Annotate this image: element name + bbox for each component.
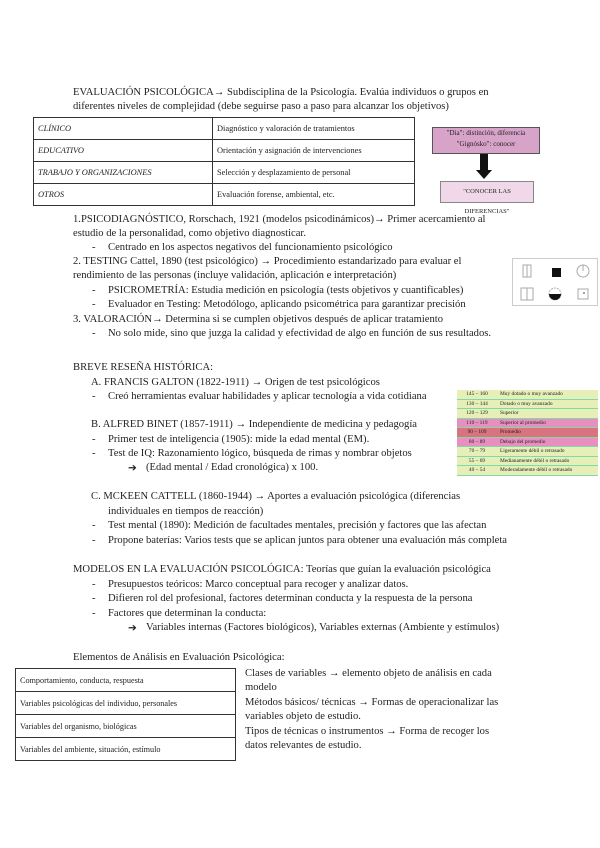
area-name: CLÍNICO <box>34 118 213 140</box>
iq-label: Superior <box>497 409 598 419</box>
iq-label: Medianamente débil o retrasado <box>497 456 598 466</box>
bullet: - <box>92 391 96 402</box>
text-line: Evaluador en Testing: Metodólogo, aplicando psicométrica para garantizar precisión <box>108 299 466 310</box>
text-line: No solo mide, sino que juzga la calidad y efectividad de algo en función de sus resultados. <box>108 328 492 339</box>
area-name: TRABAJO Y ORGANIZACIONES <box>34 162 213 184</box>
iq-label: Muy dotado o muy avanzado <box>497 390 598 399</box>
square-icon <box>541 259 569 282</box>
iq-row <box>457 390 598 399</box>
text-line: rendimiento de las personas (incluye validación, aplicación e interpretación) <box>73 270 397 281</box>
text-line: variables objeto de estudio. <box>245 711 361 722</box>
bullet: - <box>92 299 96 310</box>
clock-icon <box>569 259 597 282</box>
bullet: - <box>92 579 96 590</box>
text-line: Factores que determinan la conducta: <box>108 608 267 619</box>
iq-row <box>457 456 598 466</box>
table-row <box>34 140 415 162</box>
arrowhead-icon <box>476 170 492 179</box>
table-row <box>16 669 236 692</box>
dot-square-icon <box>569 282 597 305</box>
text-line: Clases de variables → elemento objeto de análisis en cada <box>245 668 492 679</box>
table-row <box>16 738 236 761</box>
text-line: Creó herramientas evaluar habilidades y aplicar tecnología a vida cotidiana <box>108 391 427 402</box>
text-line: Difieren rol del profesional, factores determinan conducta y la respuesta de la persona <box>108 593 473 604</box>
text-line: Test mental (1890): Medición de facultades mentales, precisión y factores que las afectan <box>108 520 487 531</box>
text-line: datos relevantes de estudio. <box>245 740 362 751</box>
split-circle-icon <box>513 259 541 282</box>
text-line: Test de IQ: Razonamiento lógico, búsqueda de rimas y nombrar objetos <box>108 448 412 459</box>
iq-range: 55 – 69 <box>457 456 497 466</box>
text-line: PSICROMETRÍA: Estudia medición en psicología (tests objetivos y cuantificables) <box>108 285 464 296</box>
iq-row <box>457 418 598 428</box>
bullet: - <box>92 608 96 619</box>
iq-range: 70 – 79 <box>457 447 497 457</box>
arrow-icon: ➔ <box>128 463 137 474</box>
area-name: OTROS <box>34 184 213 206</box>
iq-range: 145 – 160 <box>457 390 497 399</box>
area-desc: Diagnóstico y valoración de tratamientos <box>213 118 415 140</box>
iq-row <box>457 437 598 447</box>
bullet: - <box>92 285 96 296</box>
etymology-box <box>432 127 540 154</box>
text-line: Tipos de técnicas o instrumentos → Forma de recoger los <box>245 726 490 737</box>
table-row <box>34 162 415 184</box>
table-row <box>34 118 415 140</box>
text-line: Métodos básicos/ técnicas → Formas de operacionalizar las <box>245 697 499 708</box>
down-arrow-icon <box>480 154 488 171</box>
iq-row <box>457 447 598 457</box>
iq-range: 40 – 54 <box>457 466 497 476</box>
text-line: B. ALFRED BINET (1857-1911) → Independiente de medicina y pedagogía <box>91 419 417 430</box>
etymology-line: "Gignósko": conocer <box>456 140 516 148</box>
text-line: estudio de la personalidad, como objetivo diagnosticar. <box>73 228 307 239</box>
bullet: - <box>92 448 96 459</box>
iq-range: 130 – 144 <box>457 399 497 409</box>
table-cell: Variables del ambiente, situación, estímulo <box>16 738 236 761</box>
elements-table <box>15 668 236 761</box>
bullet: - <box>92 328 96 339</box>
iq-row <box>457 466 598 476</box>
section-title: MODELOS EN LA EVALUACIÓN PSICOLÓGICA: Teorías que guían la evaluación psicológica <box>73 564 491 575</box>
text-line: (Edad mental / Edad cronológica) x 100. <box>146 462 319 473</box>
intro-line: diferentes niveles de complejidad (debe seguirse paso a paso para alcanzar los objetivos) <box>73 101 449 112</box>
table-cell: Comportamiento, conducta, respuesta <box>16 669 236 692</box>
text-line: 3. VALORACIÓN→ Determina si se cumplen objetivos después de aplicar tratamiento <box>73 314 444 325</box>
text-line: Primer test de inteligencia (1905): mide la edad mental (EM). <box>108 434 370 445</box>
iq-label: Promedio <box>497 428 598 438</box>
arrow-icon: ➔ <box>128 623 137 634</box>
area-name: EDUCATIVO <box>34 140 213 162</box>
iq-range: 80 – 89 <box>457 437 497 447</box>
bullet: - <box>92 520 96 531</box>
area-desc: Orientación y asignación de intervenciones <box>213 140 415 162</box>
text-line: 1.PSICODIAGNÓSTICO, Rorschach, 1921 (modelos psicodinámicos)→ Primer acercamiento al <box>73 214 486 225</box>
table-row <box>34 184 415 206</box>
area-desc: Evaluación forense, ambiental, etc. <box>213 184 415 206</box>
section-title: Elementos de Análisis en Evaluación Psicológica: <box>73 652 285 663</box>
text-line: 2. TESTING Cattel, 1890 (test psicológico) → Procedimiento estandarizado para evaluar el <box>73 256 462 267</box>
iq-table <box>457 390 598 476</box>
text-line: Propone baterías: Varios tests que se aplican juntos para obtener una evaluación más completa <box>108 535 508 546</box>
text-line: Variables internas (Factores biológicos), Variables externas (Ambiente y estímulos) <box>146 622 500 633</box>
bullet: - <box>92 434 96 445</box>
iq-range: 110 – 119 <box>457 418 497 428</box>
iq-label: Moderadamente débil o retrasado <box>497 466 598 476</box>
figure-grid <box>512 258 598 306</box>
areas-table <box>33 117 415 206</box>
area-desc: Selección y desplazamiento de personal <box>213 162 415 184</box>
text-line: Centrado en los aspectos negativos del funcionamiento psicológico <box>108 242 393 253</box>
table-row <box>16 692 236 715</box>
iq-label: Debajo del promedio <box>497 437 598 447</box>
bullet: - <box>92 593 96 604</box>
section-title: BREVE RESEÑA HISTÓRICA: <box>73 362 214 373</box>
iq-label: Ligeramente débil o retrasado <box>497 447 598 457</box>
iq-range: 90 – 109 <box>457 428 497 438</box>
iq-range: 120 – 129 <box>457 409 497 419</box>
columns-icon <box>513 282 541 305</box>
text-line: C. MCKEEN CATTELL (1860-1944) → Aportes a evaluación psicológica (diferencias <box>91 491 461 502</box>
pie-icon <box>541 282 569 305</box>
text-line: Presupuestos teóricos: Marco conceptual para recoger y analizar datos. <box>108 579 409 590</box>
iq-label: Superior al promedio <box>497 418 598 428</box>
result-box: "CONOCER LAS DIFERENCIAS" <box>440 181 534 203</box>
text-line: individuales en tiempos de reacción) <box>108 506 264 517</box>
intro-line: EVALUACIÓN PSICOLÓGICA→ Subdisciplina de la Psicología. Evalúa individuos o grupos en <box>73 87 489 98</box>
table-row <box>16 715 236 738</box>
text-line: modelo <box>245 682 277 693</box>
bullet: - <box>92 535 96 546</box>
iq-label: Dotado o muy avanzado <box>497 399 598 409</box>
iq-row <box>457 428 598 438</box>
text-line: A. FRANCIS GALTON (1822-1911) → Origen de test psicológicos <box>91 377 380 388</box>
table-cell: Variables del organismo, biológicas <box>16 715 236 738</box>
iq-row <box>457 399 598 409</box>
bullet: - <box>92 242 96 253</box>
etymology-line: "Dia": distinción, diferencia <box>446 129 526 137</box>
iq-row <box>457 409 598 419</box>
table-cell: Variables psicológicas del individuo, personales <box>16 692 236 715</box>
